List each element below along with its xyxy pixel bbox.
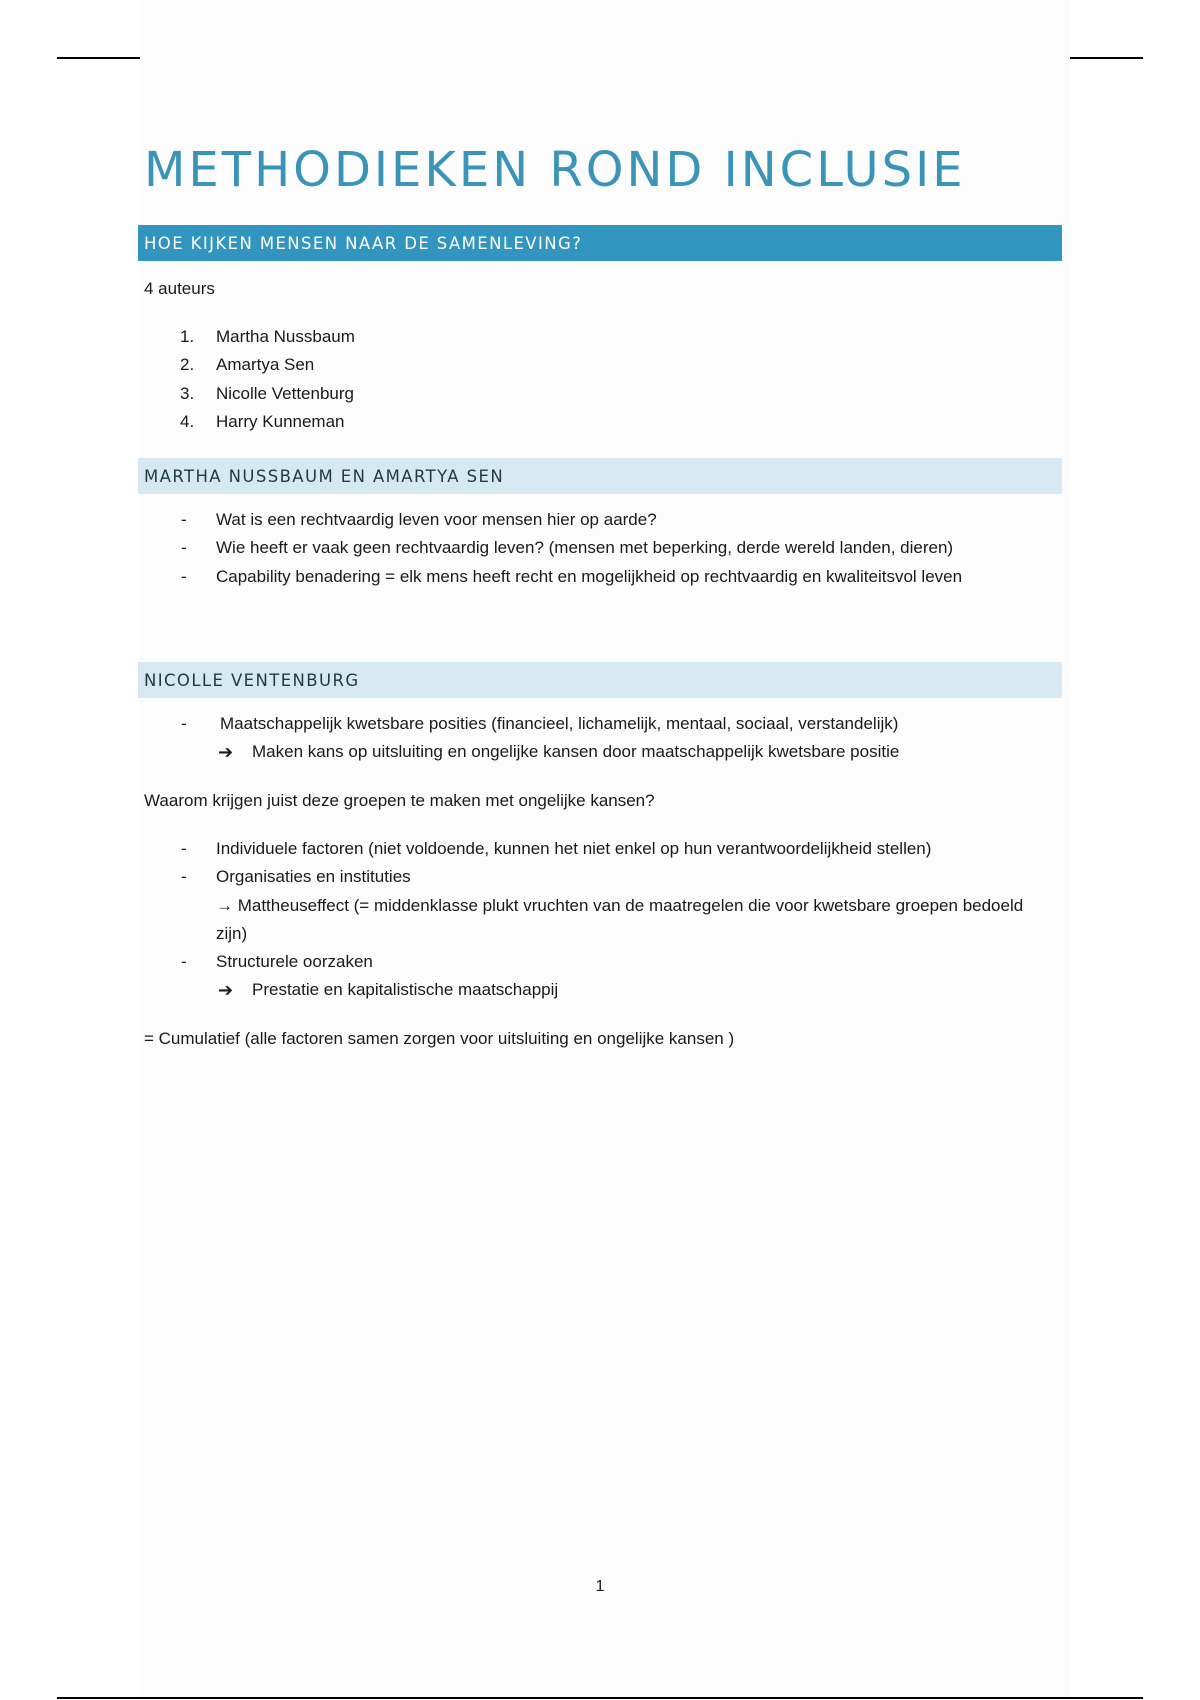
list-item <box>138 863 1038 948</box>
bullet-text: Wat is een rechtvaardig leven voor mensen hier op aarde? <box>216 510 657 529</box>
list-number: 1. <box>180 327 195 346</box>
section-heading-ventenburg: NICOLLE VENTENBURG <box>138 662 1062 698</box>
author-name: Harry Kunneman <box>216 411 345 431</box>
arrow-line <box>216 738 899 766</box>
dash-marker: - <box>181 714 187 733</box>
dash-marker: - <box>181 538 187 558</box>
author-name: Martha Nussbaum <box>216 327 355 346</box>
section-heading-samenleving: HOE KIJKEN MENSEN NAAR DE SAMENLEVING? <box>138 225 1062 261</box>
list-item <box>138 534 962 562</box>
bullet-text: Organisaties en instituties <box>216 867 411 887</box>
list-number: 2. <box>180 355 195 375</box>
dash-marker: - <box>181 952 187 972</box>
list-item <box>138 835 1038 863</box>
question-text: Waarom krijgen juist deze groepen te maken met ongelijke kansen? <box>144 791 655 810</box>
section-heading-nussbaum-sen: MARTHA NUSSBAUM EN AMARTYA SEN <box>138 458 1062 494</box>
list-item <box>138 506 962 534</box>
conclusion-text: = Cumulatief (alle factoren samen zorgen voor uitsluiting en ongelijke kansen ) <box>144 1029 735 1048</box>
list-item <box>138 563 962 591</box>
dash-marker: - <box>181 839 187 858</box>
list-item <box>138 351 355 379</box>
list-item <box>138 323 355 351</box>
list-number: 3. <box>180 383 195 403</box>
list-number: 4. <box>180 411 195 431</box>
arrow-line <box>216 976 1038 1004</box>
dash-marker: - <box>181 566 187 586</box>
document-title: METHODIEKEN ROND INCLUSIE <box>144 142 966 198</box>
list-item <box>138 380 355 408</box>
arrow-text: Prestatie en kapitalistische maatschappij <box>252 980 559 1000</box>
factors-list <box>138 835 1038 1005</box>
sub-text: → Mattheuseffect (= middenklasse plukt vruchten van de maatregelen die voor kwetsbare groepen bedoeld zijn) <box>216 895 1024 943</box>
list-item <box>138 710 899 767</box>
dash-marker: - <box>181 867 187 887</box>
bullet-text: Capability benadering = elk mens heeft recht en mogelijkheid op rechtvaardig en kwaliteitsvol leven <box>216 566 963 586</box>
authors-list <box>138 323 355 436</box>
arrow-right-icon: ➔ <box>218 980 234 1001</box>
bullet-text: Individuele factoren (niet voldoende, kunnen het niet enkel op hun verantwoordelijkheid stellen) <box>216 839 932 858</box>
arrow-right-icon: ➔ <box>218 742 234 763</box>
author-name: Amartya Sen <box>216 355 315 375</box>
list-item <box>138 408 355 436</box>
authors-intro: 4 auteurs <box>144 279 215 298</box>
bullet-text: Structurele oorzaken <box>216 952 373 972</box>
page-number: 1 <box>595 1578 605 1595</box>
bullet-text: Maatschappelijk kwetsbare posities (financieel, lichamelijk, mentaal, sociaal, verstandelijk) <box>220 714 899 733</box>
dash-marker: - <box>181 510 187 529</box>
author-name: Nicolle Vettenburg <box>216 383 354 403</box>
bullet-text: Wie heeft er vaak geen rechtvaardig leven? (mensen met beperking, derde wereld landen, dieren) <box>216 538 954 558</box>
arrow-text: Maken kans op uitsluiting en ongelijke kansen door maatschappelijk kwetsbare positie <box>252 742 900 762</box>
nussbaum-sen-bullets <box>138 506 962 591</box>
list-item <box>138 948 1038 1005</box>
page-bottom-rule <box>57 1697 1143 1699</box>
ventenburg-bullets <box>138 710 899 767</box>
